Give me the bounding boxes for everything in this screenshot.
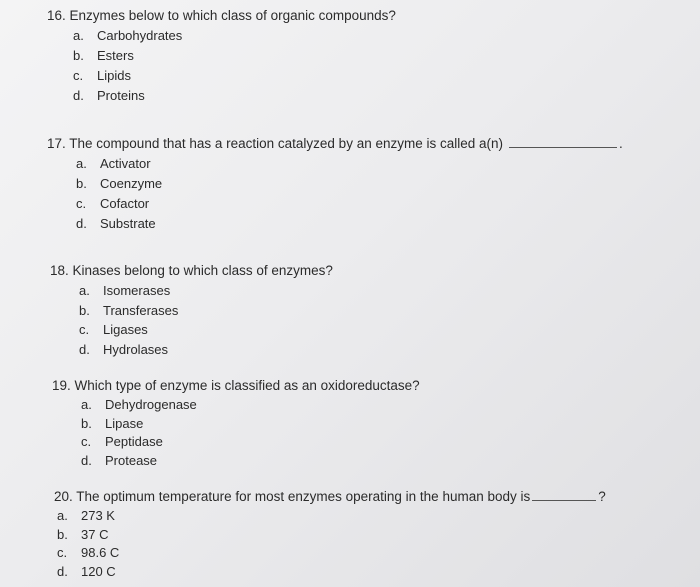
- option-letter: c.: [81, 434, 92, 449]
- answer-options: [79, 281, 333, 359]
- question-17: [47, 136, 623, 234]
- answer-options: [76, 154, 623, 234]
- option-d: [79, 340, 333, 360]
- option-text: 37 C: [81, 526, 109, 542]
- option-c: [57, 544, 606, 563]
- option-letter: d.: [81, 452, 92, 468]
- answer-blank: [532, 500, 596, 501]
- answer-blank: [509, 147, 617, 148]
- option-letter: b.: [81, 415, 92, 431]
- option-d: [81, 452, 420, 471]
- option-text: 98.6 C: [81, 545, 120, 560]
- option-text: Isomerases: [103, 283, 171, 298]
- option-text: Cofactor: [100, 196, 150, 211]
- question-prompt: 18. Kinases belong to which class of enzymes?: [50, 263, 333, 278]
- option-a: [81, 396, 420, 415]
- option-text: Esters: [97, 48, 134, 63]
- option-text: Coenzyme: [100, 176, 163, 191]
- option-a: [79, 281, 333, 301]
- option-text: Substrate: [100, 216, 156, 231]
- question-18: [50, 263, 333, 359]
- option-text: 273 K: [81, 508, 115, 523]
- option-d: [76, 214, 623, 234]
- option-letter: c.: [73, 68, 84, 83]
- option-letter: b.: [57, 526, 68, 542]
- option-letter: a.: [79, 283, 90, 298]
- option-text: 120 C: [81, 563, 116, 579]
- answer-options: [73, 26, 396, 106]
- question-prompt-line: [54, 489, 606, 504]
- option-b: [73, 46, 396, 66]
- question-19: [52, 378, 420, 470]
- option-letter: a.: [73, 28, 84, 43]
- question-prompt: 17. The compound that has a reaction catalyzed by an enzyme is called a(n): [47, 136, 504, 151]
- option-text: Hydrolases: [103, 341, 169, 357]
- option-letter: d.: [73, 88, 84, 103]
- option-b: [57, 526, 606, 545]
- question-prompt: 16. Enzymes below to which class of organic compounds?: [47, 8, 396, 23]
- option-c: [81, 433, 420, 452]
- option-letter: a.: [57, 508, 68, 523]
- option-letter: b.: [76, 176, 87, 191]
- option-letter: d.: [57, 563, 68, 579]
- option-letter: d.: [76, 216, 87, 231]
- option-b: [79, 301, 333, 321]
- option-letter: b.: [79, 302, 90, 318]
- option-text: Proteins: [97, 88, 145, 103]
- question-prompt-line: [47, 136, 623, 151]
- option-letter: c.: [57, 545, 68, 560]
- option-text: Transferases: [103, 302, 179, 318]
- option-text: Lipids: [97, 68, 131, 83]
- option-text: Lipase: [105, 415, 144, 431]
- option-letter: a.: [76, 156, 87, 171]
- question-prompt: 20. The optimum temperature for most enzymes operating in the human body is: [54, 489, 531, 504]
- answer-options: [81, 396, 420, 470]
- option-text: Dehydrogenase: [105, 397, 197, 412]
- option-a: [76, 154, 623, 174]
- option-b: [76, 174, 623, 194]
- option-b: [81, 415, 420, 434]
- option-d: [57, 563, 606, 582]
- option-letter: c.: [76, 196, 87, 211]
- prompt-trailing-mark: .: [619, 136, 623, 151]
- option-letter: c.: [79, 322, 90, 337]
- option-letter: a.: [81, 397, 92, 412]
- question-16: [47, 8, 396, 106]
- option-c: [73, 66, 396, 86]
- question-prompt: 19. Which type of enzyme is classified as an oxidoreductase?: [52, 378, 420, 393]
- option-c: [76, 194, 623, 214]
- question-20: [54, 489, 606, 581]
- option-text: Carbohydrates: [97, 28, 183, 43]
- answer-options: [57, 507, 606, 581]
- option-text: Ligases: [103, 322, 148, 337]
- option-a: [57, 507, 606, 526]
- option-letter: b.: [73, 48, 84, 63]
- option-c: [79, 320, 333, 340]
- option-text: Activator: [100, 156, 151, 171]
- option-text: Protease: [105, 452, 158, 468]
- option-a: [73, 26, 396, 46]
- option-d: [73, 86, 396, 106]
- option-letter: d.: [79, 341, 90, 357]
- option-text: Peptidase: [105, 434, 163, 449]
- prompt-trailing-mark: ?: [598, 489, 606, 504]
